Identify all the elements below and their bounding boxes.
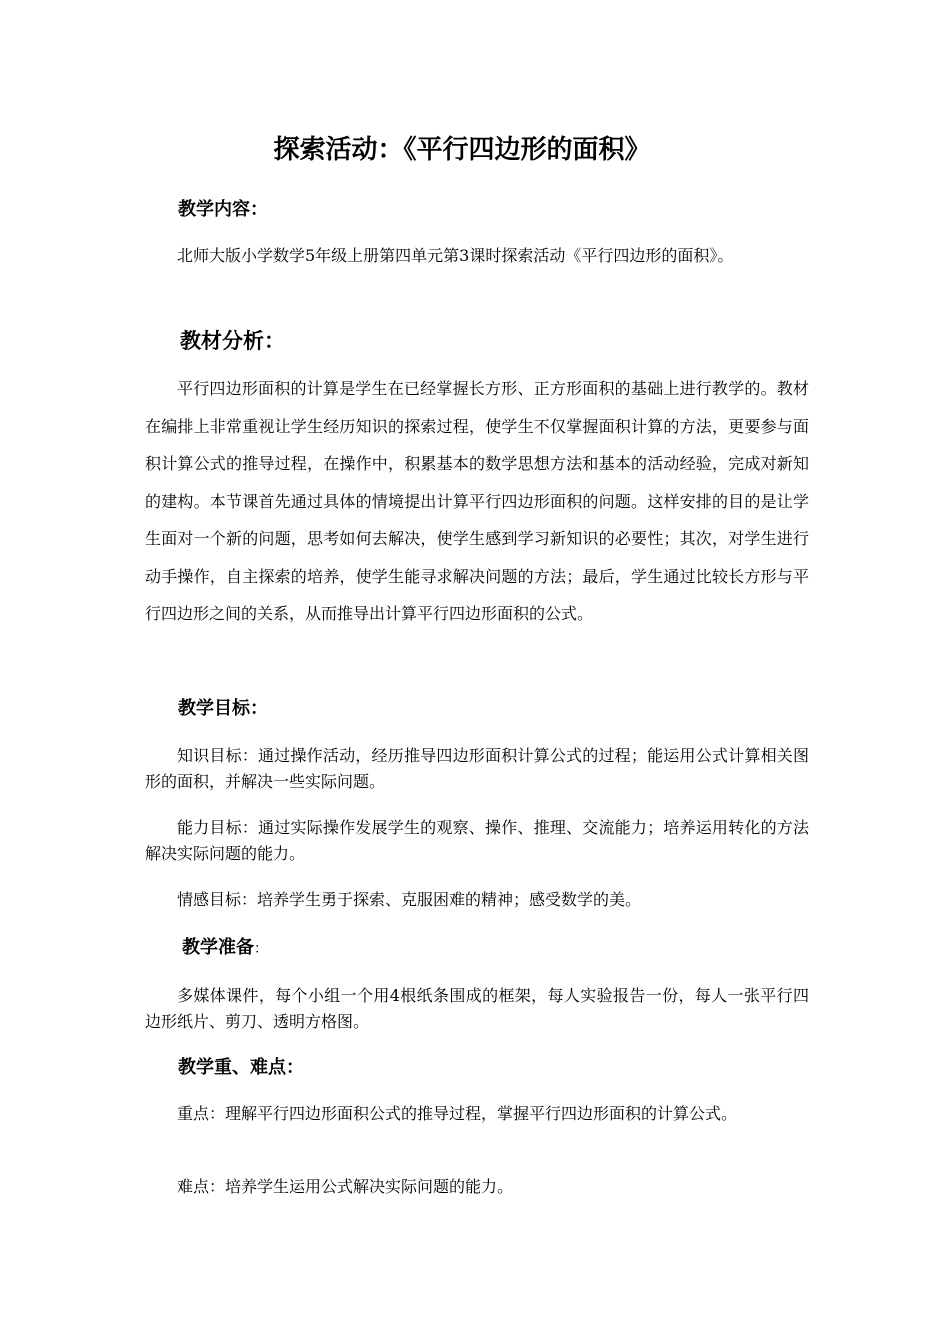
paragraph-teaching-preparation: 多媒体课件，每个小组一个用4根纸条围成的框架，每人实验报告一份，每人一张平行四边形纸片、剪刀、透明方格图。 bbox=[145, 986, 809, 1031]
heading-teaching-content: 教学内容： bbox=[178, 199, 268, 220]
paragraph-difficult-point: 难点：培养学生运用公式解决实际问题的能力。 bbox=[177, 1177, 514, 1196]
heading-preparation-colon: ： bbox=[254, 941, 268, 957]
heading-teaching-goals: 教学目标： bbox=[178, 698, 268, 719]
paragraph-ability-goal: 能力目标：通过实际操作发展学生的观察、操作、推理、交流能力；培养运用转化的方法解决实际问题的能力。 bbox=[145, 818, 809, 863]
paragraph-knowledge-goal: 知识目标：通过操作活动，经历推导四边形面积计算公式的过程；能运用公式计算相关图形的面积，并解决一些实际问题。 bbox=[145, 746, 809, 791]
paragraph-teaching-content: 北师大版小学数学5年级上册第四单元第3课时探索活动《平行四边形的面积》。 bbox=[177, 246, 734, 265]
heading-material-analysis: 教材分析： bbox=[180, 329, 285, 353]
paragraph-key-point: 重点：理解平行四边形面积公式的推导过程，掌握平行四边形面积的计算公式。 bbox=[177, 1104, 738, 1123]
heading-preparation-label: 教学准备 bbox=[182, 937, 254, 958]
paragraph-material-analysis: 平行四边形面积的计算是学生在已经掌握长方形、正方形面积的基础上进行教学的。教材在编排上非常重视让学生经历知识的探索过程，使学生不仅掌握面积计算的方法，更要参与面积计算公式的推导过程，在操作中，积累基本的数学思想方法和基本的活动经验，完成对新知的建构。本节课首先通过具体的情境提出计算平行四边形面积的问题。这样安排的目的是让学生面对一个新的问题，思考如何去解决，使学生感到学习新知识的必要性；其次，对学生进行动手操作，自主探索的培养，使学生能寻求解决问题的方法；最后，学生通过比较长方形与平行四边形之间的关系，从而推导出计算平行四边形面积的公式。 bbox=[145, 379, 809, 623]
document-title: 探索活动：《平行四边形的面积》 bbox=[273, 135, 651, 165]
heading-key-difficult-points: 教学重、难点： bbox=[178, 1057, 304, 1078]
paragraph-emotion-goal: 情感目标：培养学生勇于探索、克服困难的精神；感受数学的美。 bbox=[177, 890, 642, 909]
heading-teaching-preparation bbox=[182, 933, 268, 964]
